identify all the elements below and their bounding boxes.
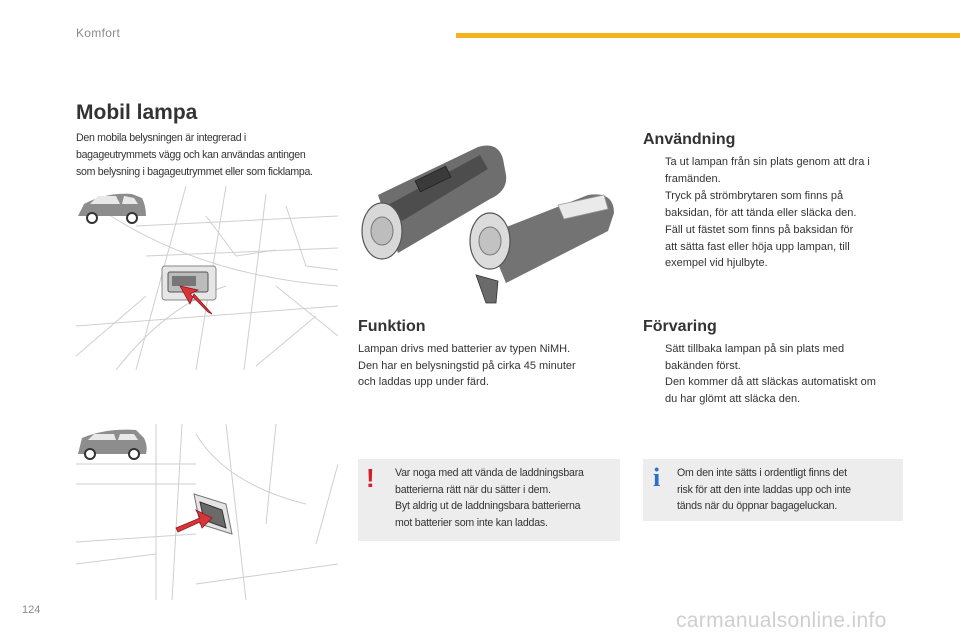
warning-line: Var noga med att vända de laddningsbara (395, 467, 584, 479)
warning-box (358, 459, 620, 541)
funktion-line: Den har en belysningstid på cirka 45 minuter (358, 359, 576, 372)
mobile-lamp-illustration (358, 135, 620, 307)
anvandning-heading: Användning (643, 131, 736, 148)
intro-line: som belysning i bagageutrymmet eller som ficklampa. (76, 166, 313, 178)
watermark: carmanualsonline.info (676, 609, 887, 632)
info-line: risk för att den inte laddas upp och inte (677, 483, 851, 496)
info-icon: i (653, 463, 661, 492)
forvaring-list (643, 341, 905, 408)
section-label: Komfort (76, 26, 121, 40)
anvandning-item: Fäll ut fästet som finns på baksidan för att sätta fast eller höja upp lampan, till exempel vid hjulbyte. (665, 224, 854, 269)
warning-line: Byt aldrig ut de laddningsbara batterierna (395, 500, 581, 512)
forvaring-item: Sätt tillbaka lampan på sin plats med bakänden först. Den kommer då att släckas automatiskt om du har glömt att släcka den. (665, 343, 876, 405)
trunk-lamp-illustration-1 (76, 186, 338, 370)
intro-line: Den mobila belysningen är integrerad i (76, 132, 246, 144)
anvandning-item: Ta ut lampan från sin plats genom att dra i framänden. (665, 156, 870, 185)
info-line: Om den inte sätts i ordentligt finns det (677, 467, 847, 479)
car-side-icon (78, 194, 146, 223)
lamp-open-view (470, 194, 614, 303)
trunk-lamp-illustration-2 (76, 424, 338, 600)
warning-line: batterierna rätt när du sätter i dem. (395, 483, 551, 496)
header-accent-bar (456, 33, 960, 38)
anvandning-list (643, 154, 905, 273)
warning-icon: ! (366, 463, 375, 493)
warning-line: mot batterier som inte kan laddas. (395, 516, 548, 529)
funktion-text (358, 341, 618, 391)
forvaring-heading: Förvaring (643, 318, 717, 335)
warning-text (395, 465, 617, 531)
page-title: Mobil lampa (76, 101, 198, 124)
info-text (677, 465, 899, 515)
page-number: 124 (22, 604, 41, 616)
funktion-line: Lampan drivs med batterier av typen NiMH. (358, 343, 571, 355)
car-rear-icon (78, 430, 147, 459)
funktion-line: och laddas upp under färd. (358, 376, 489, 388)
info-box (643, 459, 903, 521)
info-line: tänds när du öppnar bagageluckan. (677, 500, 838, 512)
intro-line: bagageutrymmets vägg och kan användas antingen (76, 149, 306, 161)
anvandning-item: Tryck på strömbrytaren som finns på baksidan, för att tända eller släcka den. (665, 190, 857, 219)
funktion-heading: Funktion (358, 318, 426, 335)
intro-paragraph (76, 130, 344, 181)
